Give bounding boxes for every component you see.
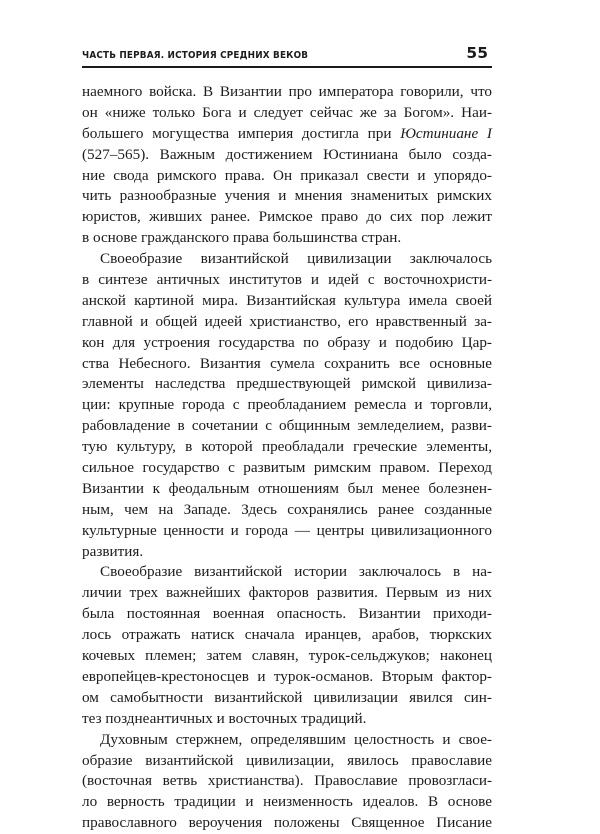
- text-line: кон для устроения государства по образу и подобию Цар-: [82, 333, 492, 351]
- text-line: главной и общей идеей христианство, его нравственный за-: [82, 312, 492, 330]
- text-line: кочевых племен; затем славян, турок-сельджуков; наконец: [82, 647, 492, 665]
- text-line: элементы наследства предшествующей римской цивилиза-: [82, 375, 492, 393]
- paragraph: [82, 82, 492, 249]
- text-line: большего могущества империя достигла при Юстиниане I: [82, 124, 492, 142]
- running-header: [82, 40, 492, 68]
- text-line: Византии к феодальным отношениям был менее болезнен-: [82, 479, 492, 497]
- text-line: Своеобразие византийской истории заключалось в на-: [100, 563, 492, 581]
- paragraph: [82, 730, 492, 834]
- text-line: в синтезе античных институтов и идей с восточнохристи-: [82, 271, 492, 289]
- text-line: ние свода римского права. Он приказал свести и упорядо-: [82, 166, 492, 184]
- text-line: он «ниже только Бога и следует сейчас же за Богом». Наи-: [82, 103, 492, 121]
- page-body: [82, 68, 492, 834]
- text-line: развития.: [82, 542, 144, 560]
- text-line: православного вероучения положены Священное Писание: [82, 814, 492, 832]
- book-page: [82, 40, 492, 834]
- text-line: юристов, живших ранее. Римское право до сих пор лежит: [82, 208, 492, 226]
- text-line: Духовным стержнем, определявшим целостность и свое-: [100, 730, 492, 748]
- text-line: тую культуру, в которой преобладали греческие элементы,: [82, 438, 492, 456]
- running-title: ЧАСТЬ ПЕРВАЯ. ИСТОРИЯ СРЕДНИХ ВЕКОВ: [82, 50, 309, 61]
- text-line: лось отражать натиск сначала иранцев, арабов, тюркских: [82, 626, 492, 644]
- text-line: сильное государство с развитым римским правом. Переход: [82, 459, 492, 477]
- text-line: рабовладение в сочетании с общинным земледелием, разви-: [82, 417, 492, 435]
- text-line: (527–565). Важным достижением Юстиниана было созда-: [82, 145, 492, 163]
- text-line: европейцев-крестоносцев и турок-османов. Вторым фактор-: [82, 667, 492, 685]
- text-line: ло верность традиции и неизменность идеалов. В основе: [82, 793, 492, 811]
- text-line: ом самобытности византийской цивилизации явился син-: [82, 688, 492, 706]
- text-line: чить разнообразные учения и мнения знаменитых римских: [82, 187, 492, 205]
- page-number: 55: [466, 44, 488, 62]
- text-line: образие византийской цивилизации, явилось православие: [82, 751, 492, 769]
- text-line: в основе гражданского права большинства стран.: [82, 229, 402, 247]
- paragraph: [82, 249, 492, 562]
- text-line: ным, чем на Западе. Здесь сохранялись ранее созданные: [82, 500, 492, 518]
- text-line: анской картиной мира. Византийская культура имела своей: [82, 291, 492, 309]
- text-line: (восточная ветвь христианства). Православие провозгласи-: [82, 772, 492, 790]
- emphasized-name: Юстиниане I: [400, 124, 492, 142]
- text-line: была постоянная военная опасность. Византии приходи-: [82, 605, 492, 623]
- text-line: культурные ценности и города — центры цивилизационного: [82, 521, 492, 539]
- text-line: Своеобразие византийской цивилизации заключалось: [100, 250, 492, 268]
- text-line: тез позднеантичных и восточных традиций.: [82, 709, 367, 727]
- text-line: наемного войска. В Византии про императора говорили, что: [82, 83, 492, 100]
- text-line: личии трех важнейших факторов развития. Первым из них: [82, 584, 492, 602]
- text-line: ства Небесного. Византия сумела сохранить все основные: [82, 354, 492, 372]
- text-line: ции: крупные города с преобладанием ремесла и торговли,: [82, 396, 492, 414]
- paragraph: [82, 562, 492, 729]
